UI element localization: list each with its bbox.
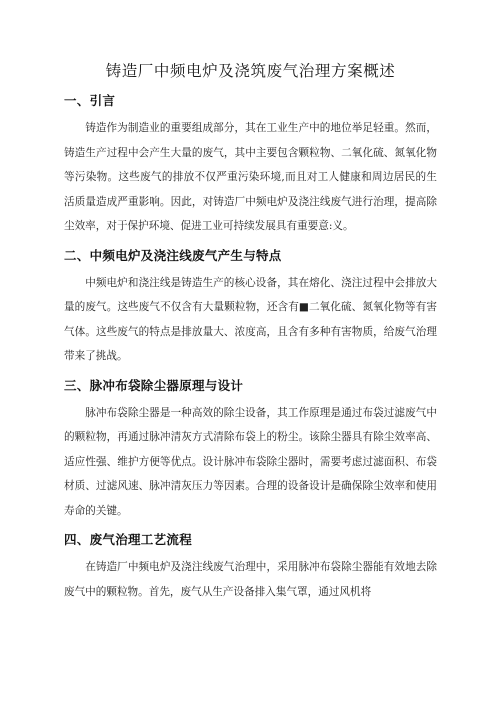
section-heading-process-flow: 四、废气治理工艺流程 (64, 532, 193, 547)
section-heading-bag-filter-design: 三、脉冲布袋除尘器原理与设计 (64, 377, 244, 393)
section-heading-exhaust-characteristics: 二、中频电炉及浇注线废气产生与特点 (64, 247, 282, 263)
section-heading-introduction: 一、引言 (64, 93, 116, 108)
section-paragraph-introduction: 铸造作为制造业的重要组成部分，其在工业生产中的地位举足轻重。然而，铸造生产过程中会产生大量的废气，其中主要包含颗粒物、二氧化硫、氮氧化物等污染物。这些废气的排放不仅严重污染环境,而且对工人健康和周边居民的生活质量造成严重影响。因此，对铸造厂中频电炉及浇注线废气进行治理，提高除尘效率，对于保护环境、促进工业可持续发展具有重要意:义。 (64, 122, 437, 232)
document-title: 铸造厂中频电炉及浇筑废气治理方案概述 (105, 62, 396, 80)
section-paragraph-process-flow: 在铸造厂中频电炉及浇注线废气治理中，采用脉冲布袋除尘器能有效地去除废气中的颗粒物。首先，废气从生产设备排入集气罩，通过风机将 (64, 561, 437, 598)
section-paragraph-bag-filter-design: 脉冲布袋除尘器是一种高效的除尘设备，其工作原理是通过布袋过滤废气中的颗粒物，再通过脉冲清灰方式清除布袋上的粉尘。该除尘器具有除尘效率高、适应性强、维护方便等优点。设计脉冲布袋除尘器时，需要考虑过滤面积、布袋材质、过滤风速、脉冲清灰压力等因素。合理的设备设计是确保除尘效率和使用寿命的关键。 (64, 406, 437, 517)
section-paragraph-exhaust-characteristics: 中频电炉和浇注线是铸造生产的核心设备，其在熔化、浇注过程中会排放大量的废气。这些废气不仅含有大量颗粒物，还含有■二氧化硫、氮氧化物等有害气体。这些废气的特点是排放量大、浓度高，且含有多种有害物质，给废气治理带来了挑战。 (64, 276, 437, 362)
